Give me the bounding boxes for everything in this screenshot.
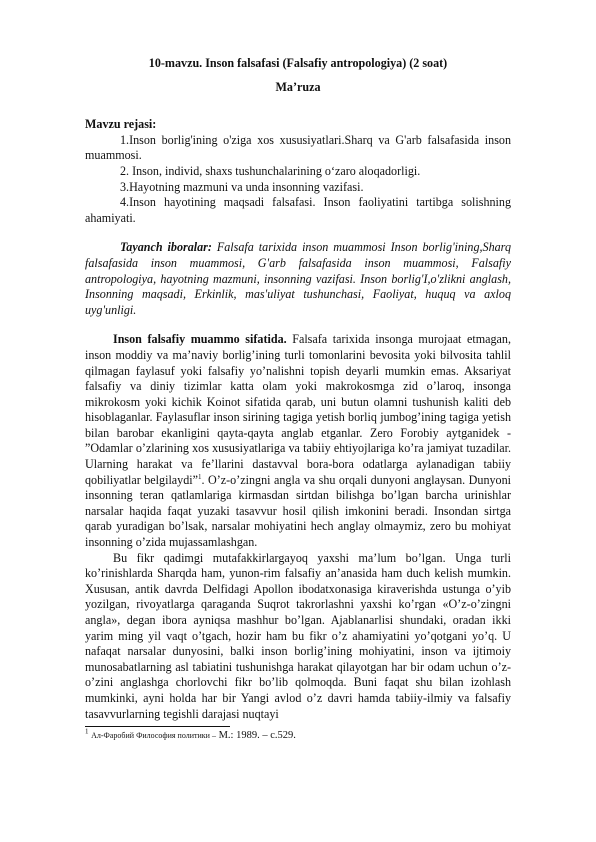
paragraph-1-text-b: . O’z-o’zingni angla va shu orqali dunyoni anglaysan. Dunyoni insonning teran qatlamlariga kirmasdan sirtdan bilishga bo’lgan barcha urinishlar narsalar haqida faqat yuzaki tasavvur hosil qilish imkonini beradi. Insondan sirtga qarab yuradigan bo’lsak, narsalar mohiyatini hech anglay olmaymiz, zero bu mohiyat insonning o’zida mujassamlashgan.	[85, 472, 511, 550]
page-subtitle: Ma’ruza	[275, 79, 321, 94]
document-content	[85, 56, 511, 742]
plan-item-2: 2. Inson, individ, shaxs tushunchalarining o‘zaro aloqadorligi.	[120, 163, 421, 178]
plan-item-1: 1.Inson borlig'ining o'ziga xos xususiyatlari.Sharq va G'arb falsafasida inson muammosi.	[85, 132, 511, 163]
footnote-tail: М.: 1989. – с.529.	[215, 730, 296, 742]
footnote	[85, 729, 511, 742]
section-paragraph-1	[85, 332, 511, 550]
footnote-source: Ал-Фаробий Философия политики –	[91, 731, 216, 741]
plan-item-4: 4.Inson hayotining maqsadi falsafasi. Inson faoliyatini tartibga solishning ahamiyati.	[85, 195, 511, 225]
footnote-number: 1	[85, 727, 89, 736]
section-heading: Inson falsafiy muammo sifatida.	[113, 332, 287, 347]
section-paragraph-2: Bu fikr qadimgi mutafakkirlargayoq yaxshi ma’lum bo’lgan. Unga turli ko’rinishlarda Sharqda ham, yunon-rim falsafiy an’anasida ham duch kelish mumkin. Xususan, antik davrda Delfidagi Apollon ibodatxonasiga kiraverishda ustunga o’yib yozilgan, rivoyatlarga qaraganda Suqrot takrorlashni yaxshi ko’rgan «O’z-o’zingni angla», degan ibora ayniqsa mashhur bo’lgan. Ajablanarlisi shundaki, oradan ikki yarim ming yil vaqt o’tgach, hozir ham bu fikr o’z ahamiyatini yo’qotgani yo’q. U nafaqat narsalar dunyosini, balki inson borlig’ining mohiyatini, inson va ijtimoiy munosabatlarning asl tabiatini tushunishga harakat qilayotgan har bir odam uchun o’z-o’zini anglashga chorlovchi fikr bo’lib qolmoqda. Buni faqat shu bilan izohlash mumkinki, ayni holda har bir Yangi avlod o’z davri hamda tabiiy-ilmiy va falsafiy tasavvurlarning tegishli darajasi nuqtayi	[85, 550, 511, 721]
plan-item-3: 3.Hayotning mazmuni va unda insonning vazifasi.	[120, 179, 364, 194]
footnote-ref[interactable]: 1	[198, 472, 202, 481]
footnote-divider	[85, 726, 230, 727]
plan-label: Mavzu rejasi:	[85, 117, 157, 132]
keywords-text: Falsafa tarixida inson muammosi Inson borlig'ining,Sharq falsafasida inson muammosi, G'arb falsafasida inson muammosi, Falsafiy antropologiya, hayotning mazmuni, insonning vazifasi. Inson borlig'I,o'zlikni anglash, Insonning maqsadi, Erkinlik, mas'uliyat tushunchasi, Faoliyat, huquq va axloq uyg'unligi.	[85, 240, 511, 317]
keywords-paragraph	[85, 240, 511, 318]
keywords-label: Tayanch iboralar:	[120, 240, 212, 255]
paragraph-1-text-a: Falsafa tarixida insonga murojaat etmagan, inson moddiy va ma’naviy borlig’ining turli tomonlarini bevosita yoki bilvosita tahlil qilmagan faylasuf yoki falsafiy yo’nalishni topish deyarli mumkin emas. Aksariyat falsafiy va diniy tizimlar katta olam yoki makrokosmga zid o’laroq, insonga mikrokosm yoki kichik Koinot sifatida qarab, uni butun olamni tushunish kaliti deb hisoblaganlar. Faylasuflar inson sirining tagiga yetish borliq jumbog’ining tagiga yetish bilan barobar ekanligini qayta-qayta anglab etganlar. Zero Forobiy aytganidek - ”Odamlar o’zlarining xos xususiyatlariga va tabiiy ehtiyojlariga ko’ra jamiyat tuzadilar. Ularning harakat va fe’llarini dastavval bora-bora odatlarga aylanadigan tabiiy qobiliyatlar belgilaydi”	[85, 332, 511, 487]
page-title: 10-mavzu. Inson falsafasi (Falsafiy antropologiya) (2 soat)	[148, 56, 448, 70]
